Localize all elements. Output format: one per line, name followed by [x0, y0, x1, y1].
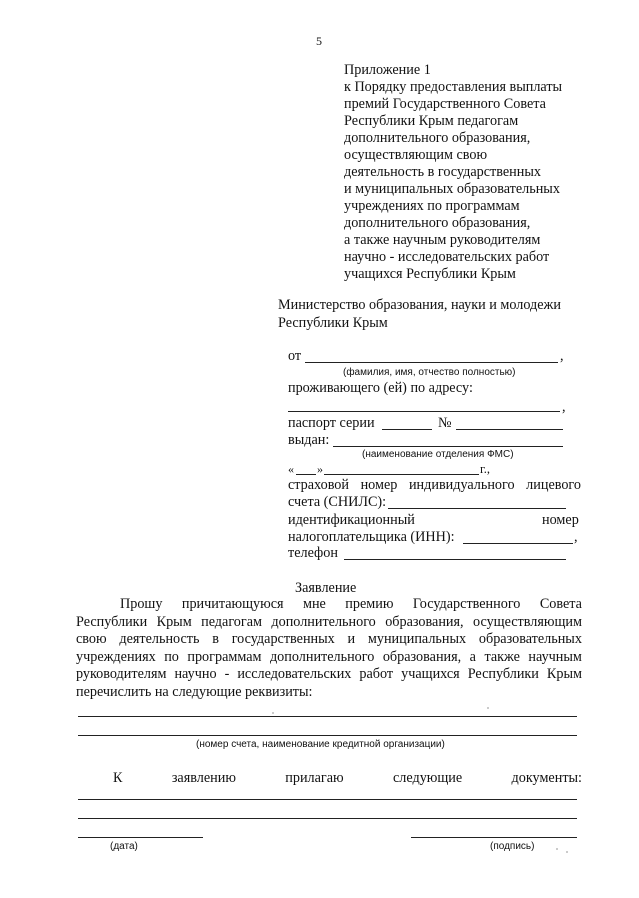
snils-label: страховой номер индивидуального лицевого [288, 477, 581, 493]
account-hint: (номер счета, наименование кредитной организации) [196, 739, 445, 750]
appendix-header [344, 62, 604, 283]
issued-field[interactable] [333, 446, 563, 447]
date-hint: (дата) [110, 841, 138, 852]
page-number: 5 [316, 34, 322, 48]
snils-field[interactable] [388, 508, 566, 509]
appendix-line: к Порядку предоставления выплаты [344, 79, 563, 95]
issued-label: выдан: [288, 432, 330, 448]
statement-line: перечислить на следующие реквизиты: [76, 683, 313, 700]
statement-line: учреждениях по программам дополнительного образования, а также научным [76, 648, 582, 665]
appendix-line: осуществляющим свою [344, 147, 488, 163]
scan-speck [487, 707, 489, 709]
inn-label: налогоплательщика (ИНН): [288, 529, 455, 545]
fio-field[interactable] [305, 362, 558, 363]
account-field-2[interactable] [78, 735, 577, 736]
appendix-line: учащихся Республики Крым [344, 266, 516, 282]
inn-field[interactable] [463, 543, 573, 544]
addressee-line: Министерство образования, науки и молодежи [278, 297, 561, 313]
appendix-line: а также научным руководителям [344, 232, 541, 248]
comma: , [560, 348, 564, 364]
signature-hint: (подпись) [490, 841, 535, 852]
passport-number-label: № [438, 415, 452, 431]
appendix-line: учреждениях по программам [344, 198, 520, 214]
signature-field[interactable] [411, 837, 577, 838]
fms-hint: (наименование отделения ФМС) [362, 449, 514, 460]
attachment-field-2[interactable] [78, 818, 577, 819]
statement-line: Республики Крым педагогам дополнительного образования, осуществляющим [76, 613, 582, 630]
passport-series-field[interactable] [382, 429, 432, 430]
appendix-line: научно - исследовательских работ [344, 249, 550, 265]
scan-speck [272, 712, 274, 714]
address-field[interactable] [288, 411, 560, 412]
statement-line: руководителям научно - исследовательских работ учащихся Республики Крым [76, 666, 582, 683]
statement-line: свою деятельность в государственных и муниципальных образовательных [76, 631, 582, 648]
statement-title: Заявление [295, 580, 357, 596]
issued-month-year-field[interactable] [324, 474, 479, 475]
statement-body [76, 596, 582, 702]
appendix-line: дополнительного образования, [344, 130, 531, 146]
comma: , [574, 529, 578, 545]
phone-field[interactable] [344, 559, 566, 560]
statement-line: Прошу причитающуюся мне премию Государственного Совета [120, 596, 582, 612]
passport-series-label: паспорт серии [288, 415, 375, 431]
fio-hint: (фамилия, имя, отчество полностью) [343, 367, 516, 378]
date-open-quote: « [288, 462, 294, 476]
date-field[interactable] [78, 837, 203, 838]
inn-word-2: номер [542, 512, 579, 528]
address-label: проживающего (ей) по адресу: [288, 380, 473, 396]
appendix-line: деятельность в государственных [344, 164, 541, 180]
account-field-1[interactable] [78, 716, 577, 717]
addressee-line: Республики Крым [278, 315, 388, 331]
appendix-line: премий Государственного Совета [344, 96, 546, 112]
issued-day-field[interactable] [296, 474, 316, 475]
scan-speck [556, 848, 558, 850]
snils-label-2: счета (СНИЛС): [288, 494, 387, 510]
date-close-quote: » [317, 462, 323, 476]
appendix-line: и муниципальных образовательных [344, 181, 560, 197]
attach-line: К заявлению прилагаю следующие документы: [113, 770, 582, 786]
from-label: от [288, 348, 302, 364]
comma: , [562, 399, 566, 415]
appendix-line: дополнительного образования, [344, 215, 531, 231]
year-suffix: г., [480, 462, 490, 476]
passport-number-field[interactable] [456, 429, 563, 430]
inn-word-1: идентификационный [288, 512, 415, 528]
attachment-field-1[interactable] [78, 799, 577, 800]
scan-speck [566, 851, 568, 853]
phone-label: телефон [288, 545, 338, 561]
appendix-line: Приложение 1 [344, 62, 431, 78]
appendix-line: Республики Крым педагогам [344, 113, 519, 129]
